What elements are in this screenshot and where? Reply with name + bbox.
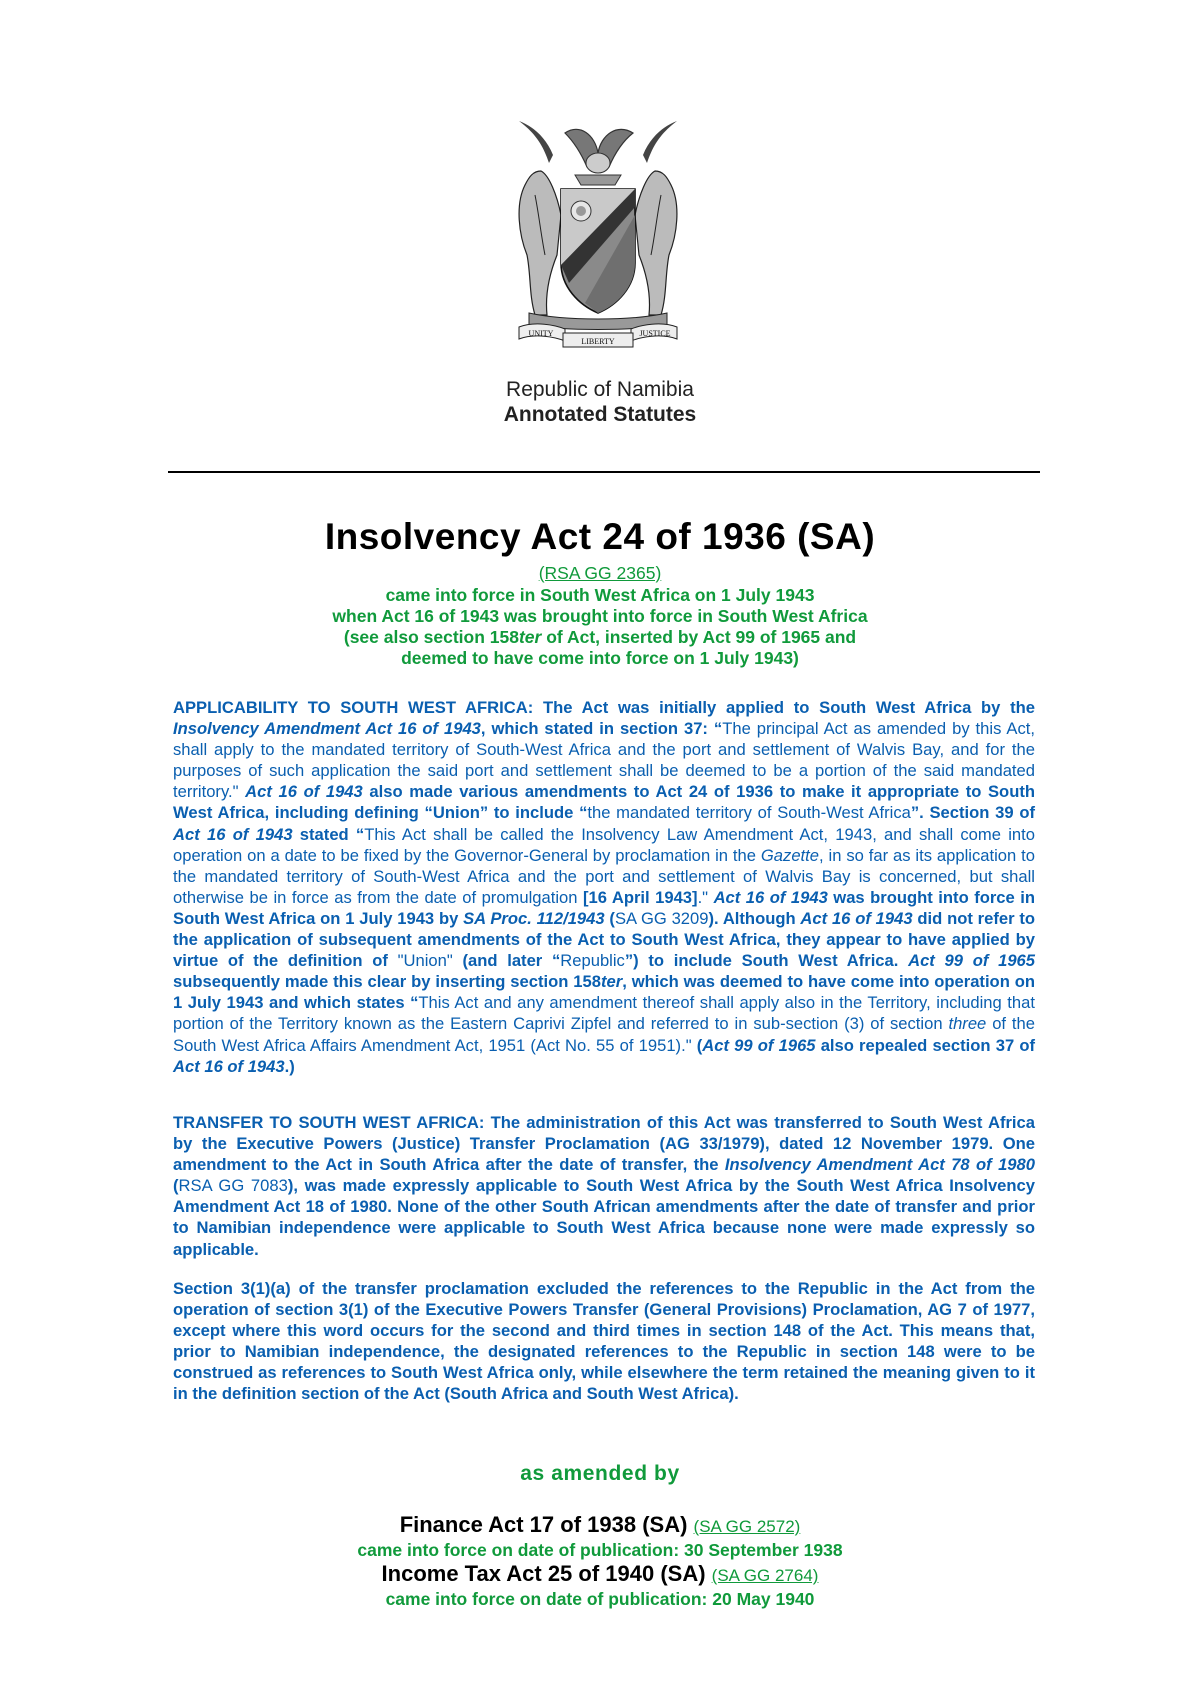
act-title: Insolvency Act 24 of 1936 (SA) — [324, 516, 876, 557]
act-gazette-link[interactable]: (RSA GG 2365) — [538, 563, 662, 583]
header-divider — [168, 471, 1040, 473]
applicability-paragraph: APPLICABILITY TO SOUTH WEST AFRICA: The Act was initially applied to South West Africa by the Insolvency Amendment Act 16 of 1943, which stated in section 37: “The principal Act as amended by this Act, shall apply to the mandated territory of South-West Africa and the port and settlement of Walvis Bay, and for the purposes of such application the said port and settlement shall be deemed to be a portion of the said mandated territory." Act 16 of 1943 also made various amendments to Act 24 of 1936 to make it appropriate to South West Africa, including defining “Union” to include “the mandated territory of South-West Africa”. Section 39 of Act 16 of 1943 stated “This Act shall be called the Insolvency Law Amendment Act, 1943, and shall come into operation on a date to be fixed by the Governor-General by proclamation in the Gazette, in so far as its application to the mandated territory of South-West Africa and the port and settlement of Walvis Bay is concerned, but shall otherwise be in force as from the date of promulgation [16 April 1943]." Act 16 of 1943 was brought into force in South West Africa on 1 July 1943 by SA Proc. 112/1943 (SA GG 3209). Although Act 16 of 1943 did not refer to the application of subsequent amendments of the Act to South West Africa, they appear to have applied by virtue of the definition of "Union" (and later “Republic”) to include South West Africa. Act 99 of 1965 subsequently made this clear by inserting section 158ter, which was deemed to have come into operation on 1 July 1943 and which states “This Act and any amendment thereof shall apply also in the Territory, including that portion of the Territory known as the Eastern Caprivi Zipfel and referred to in sub-section (3) of section three of the South West Africa Affairs Amendment Act, 1951 (Act No. 55 of 1951)." (Act 99 of 1965 also repealed section 37 of Act 16 of 1943.) — [173, 698, 1036, 1076]
act-commencement-line-2: when Act 16 of 1943 was brought into force in South West Africa — [332, 606, 868, 626]
as-amended-by-heading: as amended by — [520, 1462, 680, 1485]
motto-justice: JUSTICE — [639, 329, 671, 338]
motto-liberty: LIBERTY — [581, 337, 615, 346]
act-commencement-line-4: deemed to have come into force on 1 July 1943) — [401, 648, 799, 668]
act-gazette-line — [0, 563, 1200, 584]
amending-act-1-gazette-link[interactable]: (SA GG 2572) — [693, 1517, 801, 1536]
amending-act-2-note: came into force on date of publication: 20 May 1940 — [385, 1589, 815, 1609]
annotated-statutes-heading: Annotated Statutes — [503, 403, 697, 426]
amending-act-1-note: came into force on date of publication: 30 September 1938 — [357, 1540, 843, 1560]
republic-heading: Republic of Namibia — [506, 378, 694, 401]
act-commencement-line-1: came into force in South West Africa on 1 July 1943 — [385, 585, 815, 605]
amending-act-1-title: Finance Act 17 of 1938 (SA) (SA GG 2572) — [399, 1512, 801, 1537]
section-3-paragraph: Section 3(1)(a) of the transfer proclamation excluded the references to the Republic in the Act from the operation of section 3(1) of the Executive Powers Transfer (General Provisions) Proclamation, AG 7 of 1977, except where this word occurs for the second and third times in section 148 of the Act. This means that, prior to Namibian independence, the designated references to the Republic in section 148 were to be construed as references to South West Africa only, while elsewhere the term retained the meaning given to it in the definition section of the Act (South Africa and South West Africa). — [173, 1279, 1035, 1404]
act-commencement-line-3: (see also section 158ter of Act, inserted by Act 99 of 1965 and — [343, 627, 857, 647]
motto-unity: UNITY — [528, 329, 554, 338]
namibia-coat-of-arms-emblem — [505, 115, 691, 351]
transfer-paragraph: TRANSFER TO SOUTH WEST AFRICA: The administration of this Act was transferred to South West Africa by the Executive Powers (Justice) Transfer Proclamation (AG 33/1979), dated 12 November 1979. One amendment to the Act in South Africa after the date of transfer, the Insolvency Amendment Act 78 of 1980 (RSA GG 7083), was made expressly applicable to South West Africa by the South West Africa Insolvency Amendment Act 18 of 1980. None of the other South African amendments after the date of transfer and prior to Namibian independence were applicable to South West Africa because none were made expressly so applicable. — [173, 1113, 1036, 1259]
amending-act-2-title: Income Tax Act 25 of 1940 (SA) (SA GG 2764) — [381, 1561, 819, 1586]
amending-act-2-gazette-link[interactable]: (SA GG 2764) — [711, 1566, 819, 1585]
